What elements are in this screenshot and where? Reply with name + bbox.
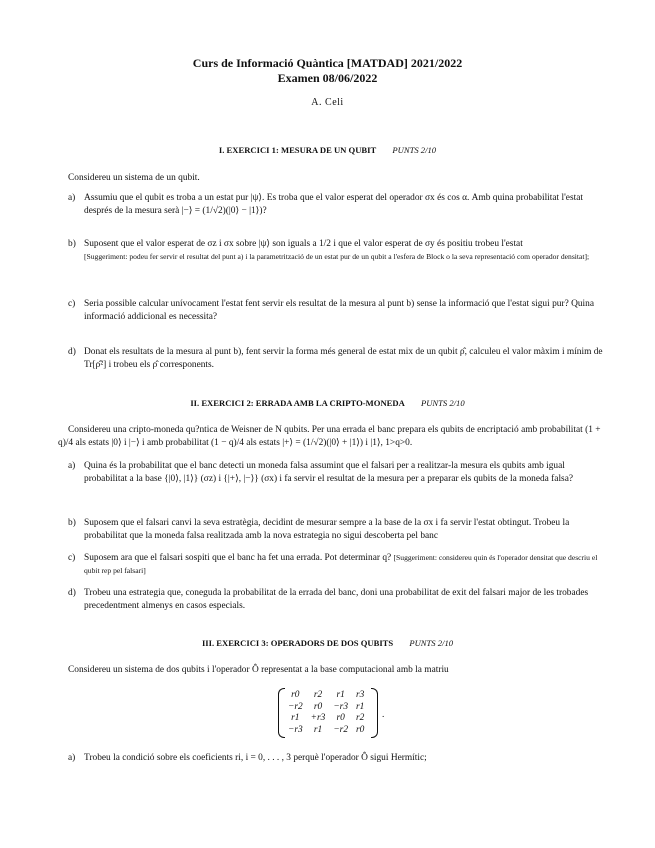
- question-text: Suposem que el falsari canvi la seva estratègia, decidint de mesurar sempre a la base de la σx i fa servir l'estat obtingut. Trobeu la probabilitat que la moneda falsa realitzada amb la nova estrategia no sigui descoberta pel banc: [84, 518, 570, 541]
- section-1-intro: Considereu un sistema de un qubit.: [68, 173, 200, 183]
- section-2-title: II. EXERCICI 2: ERRADA AMB LA CRIPTO-MONEDA: [190, 398, 405, 408]
- matrix-entry: r0: [313, 701, 323, 712]
- question-2c: [68, 552, 608, 578]
- section-1-title: I. EXERCICI 1: MESURA DE UN QUBIT: [218, 145, 377, 155]
- question-text: Seria possible calcular unívocament l'estat fent servir els resultat de la mesura al punt b) sense la informació que l'estat sigui pur? Quina informació addicional es necessita?: [84, 299, 594, 322]
- question-label: d): [68, 588, 76, 598]
- matrix-period: .: [382, 710, 385, 720]
- question-text: Donat els resultats de la mesura al punt b), fent servir la forma més general de estat mix de un qubit ρ̂, calculeu el valor màxim i mínim de Tr[ρ̂²] i trobeu els ρ̂ corresponents.: [84, 347, 603, 370]
- matrix-entry: r1: [336, 690, 345, 700]
- matrix-entry: −r3: [333, 701, 349, 712]
- matrix-entry: r1: [313, 724, 323, 735]
- question-label: a): [68, 193, 76, 203]
- question-1d: [68, 346, 608, 372]
- section-2-points: PUNTS 2/10: [420, 398, 465, 408]
- matrix-grid: [284, 690, 368, 736]
- question-2d: [68, 587, 608, 613]
- matrix-row: [284, 690, 368, 702]
- matrix-entry: +r3: [310, 713, 326, 723]
- question-label: b): [68, 518, 76, 528]
- question-label: c): [68, 299, 76, 309]
- question-text: Suposem ara que el falsari sospiti que el banc ha fet una errada. Pot determinar q?: [84, 553, 392, 563]
- matrix-entry: r3: [356, 690, 365, 700]
- matrix-entry: r1: [356, 701, 365, 712]
- section-2-heading: [0, 398, 655, 408]
- question-text: Suposent que el valor esperat de σz i σx sobre |ψ⟩ son iguals a 1/2 i que el valor esperat de σy és positiu trobeu l'estat: [84, 239, 523, 249]
- question-text: Assumiu que el qubit es troba a un estat pur |ψ⟩. Es troba que el valor esperat del operador σx és cos α. Amb quina probabilitat l'estat després de la mesura serà |−⟩ = (1/√2)(|0⟩ − |1⟩)?: [84, 193, 583, 216]
- section-2-intro: Considereu una cripto-moneda qu?ntica de Weisner de N qubits. Per una errada el banc prepara els qubits de encriptació amb probabilitat (1 + q)/4 als estats |0⟩ i |−⟩ i amb probabilitat (1 − q)/4 als estats |+⟩ = (1/√2)(|0⟩ + |1⟩) i |1⟩, 1>q>0.: [58, 425, 601, 448]
- question-label: d): [68, 347, 76, 357]
- matrix-row: [284, 702, 368, 714]
- matrix-entry: r2: [356, 713, 365, 723]
- matrix-row: [284, 713, 368, 725]
- matrix-right-bracket: [371, 688, 378, 738]
- section-3-points: PUNTS 2/10: [409, 638, 454, 648]
- question-2a: [68, 460, 608, 498]
- operator-matrix: [278, 688, 378, 738]
- question-text: Trobeu una estrategia que, coneguda la probabilitat de la errada del banc, doni una probabilitat de exit del falsari major de les trobades precedentment almenys en casos especials.: [84, 588, 589, 611]
- question-3a: [68, 752, 608, 766]
- question-1a: [68, 192, 608, 218]
- matrix-entry: −r3: [288, 724, 303, 735]
- matrix-row: [284, 725, 368, 737]
- question-1b: [68, 238, 608, 278]
- section-3-heading: [0, 638, 655, 648]
- matrix-entry: r0: [291, 690, 300, 700]
- hint-note: [Suggeriment: considereu quin és l'operador densitat que descriu el qubit rep pel falsari]: [84, 553, 598, 575]
- section-3-title: III. EXERCICI 3: OPERADORS DE DOS QUBITS: [201, 638, 394, 648]
- matrix-entry: r0: [336, 713, 345, 723]
- section-1-heading: [0, 145, 655, 155]
- matrix-entry: −r2: [333, 724, 349, 735]
- matrix-entry: r2: [313, 690, 323, 700]
- question-1c: [68, 298, 608, 324]
- question-label: c): [68, 553, 76, 563]
- question-text: Quina és la probabilitat que el banc detecti un moneda falsa assumint que el falsari per a realitzar-la mesura els qubits amb igual probabilitat a la base {|0⟩, |1⟩} (σz) i {|+⟩, |−⟩} (σx) i fa servir el resultat de la mesura per a preparar els qubits de la moneda falsa?: [84, 461, 574, 484]
- question-label: a): [68, 753, 76, 763]
- hint-note: [Suggeriment: podeu fer servir el resultat del punt a) i la parametrització de un estat pur de un qubit a l'esfera de Block o la seva representació com operador densitat];: [84, 251, 590, 261]
- question-2b: [68, 517, 608, 543]
- question-label: a): [68, 461, 76, 471]
- question-label: b): [68, 239, 76, 249]
- matrix-entry: r1: [291, 713, 300, 723]
- exam-date: Examen 08/06/2022: [277, 71, 378, 85]
- author: A. Celi: [311, 97, 344, 108]
- matrix-entry: r0: [356, 724, 365, 735]
- matrix-entry: −r2: [288, 701, 303, 712]
- section-3-intro: Considereu un sistema de dos qubits i l'operador Ô representat a la base computacional amb la matriu: [68, 665, 449, 675]
- section-1-points: PUNTS 2/10: [392, 145, 437, 155]
- document-title: Curs de Informació Quàntica [MATDAD] 2021/2022: [192, 56, 463, 70]
- question-text: Trobeu la condició sobre els coeficients ri, i = 0, . . . , 3 perquè l'operador Ô sigui Hermític;: [84, 753, 427, 763]
